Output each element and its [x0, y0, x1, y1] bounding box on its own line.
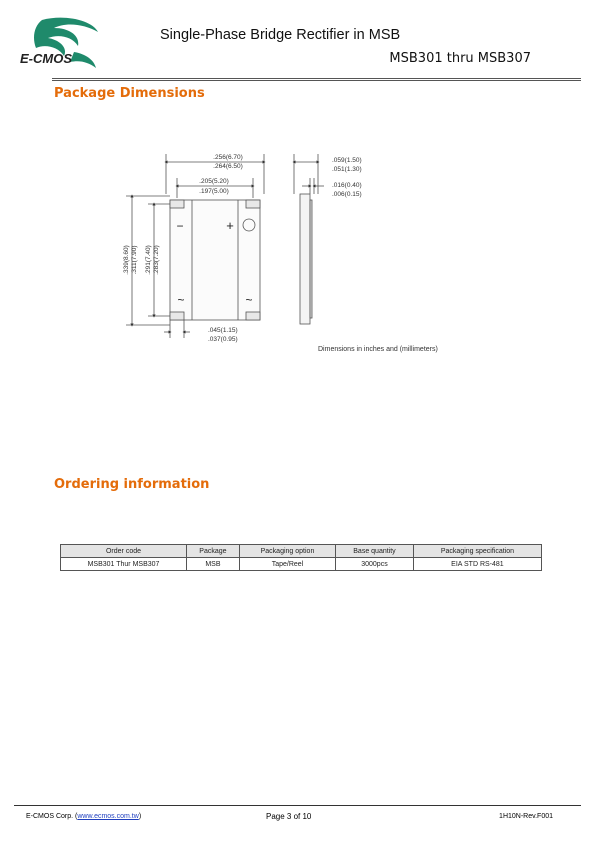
table-header-row — [61, 545, 542, 558]
dim-side-3: .016(0.40) — [332, 182, 362, 189]
table-row — [61, 558, 542, 571]
dim-height-outer-1: .339(8.60) — [123, 245, 130, 275]
column-header: Order code — [61, 545, 187, 558]
table-cell: 3000pcs — [336, 558, 414, 571]
part-range: MSB301 thru MSB307 — [389, 51, 531, 66]
revision-code: 1H10N-Rev.F001 — [499, 813, 553, 820]
dim-width-inner-1: .205(5.20) — [199, 178, 229, 185]
package-dimensions-heading: Package Dimensions — [54, 86, 205, 101]
column-header: Package — [187, 545, 240, 558]
dim-lead-2: .037(0.95) — [208, 336, 238, 343]
dim-height-outer-2: .311(7.90) — [131, 245, 138, 275]
column-header: Packaging option — [239, 545, 335, 558]
document-title: Single-Phase Bridge Rectifier in MSB — [160, 27, 401, 43]
company-website-link[interactable]: www.ecmos.com.tw — [77, 813, 139, 820]
dim-height-inner-1: .291(7.40) — [145, 245, 152, 275]
minus-terminal-symbol: − — [176, 219, 184, 233]
table-cell: EIA STD RS-481 — [413, 558, 541, 571]
footer-company — [26, 813, 141, 820]
footer-company-close: ) — [138, 813, 142, 820]
footer-company-name: E-CMOS Corp. ( — [26, 813, 78, 820]
table-cell: MSB301 Thur MSB307 — [61, 558, 187, 571]
dimension-note: Dimensions in inches and (millimeters) — [318, 346, 438, 353]
logo-text: E-CMOS — [20, 51, 72, 66]
ordering-information-heading: Ordering information — [54, 477, 210, 492]
header-divider-2 — [52, 80, 581, 81]
footer-divider — [14, 805, 581, 806]
ac-terminal-symbol-left: ~ — [177, 293, 185, 307]
table-cell: Tape/Reel — [239, 558, 335, 571]
dim-width-inner-2: .197(5.00) — [199, 188, 229, 195]
dim-side-4: .006(0.15) — [332, 191, 362, 198]
column-header: Base quantity — [336, 545, 414, 558]
plus-terminal-symbol: + — [226, 218, 234, 233]
dim-side-1: .059(1.50) — [332, 157, 362, 164]
package-dimension-drawing — [110, 148, 480, 358]
page-number: Page 3 of 10 — [266, 812, 312, 821]
column-header: Packaging specification — [413, 545, 541, 558]
ac-terminal-symbol-right: ~ — [245, 293, 253, 307]
table-cell: MSB — [187, 558, 240, 571]
dim-width-outer-2: .264(6.50) — [213, 163, 243, 170]
header-divider — [52, 78, 581, 79]
company-logo — [14, 16, 114, 76]
dim-width-outer-1: .256(6.70) — [213, 154, 243, 161]
dim-side-2: .051(1.30) — [332, 166, 362, 173]
dim-lead-1: .045(1.15) — [208, 327, 238, 334]
ordering-table — [60, 544, 542, 571]
dim-height-inner-2: .283(7.20) — [153, 245, 160, 275]
